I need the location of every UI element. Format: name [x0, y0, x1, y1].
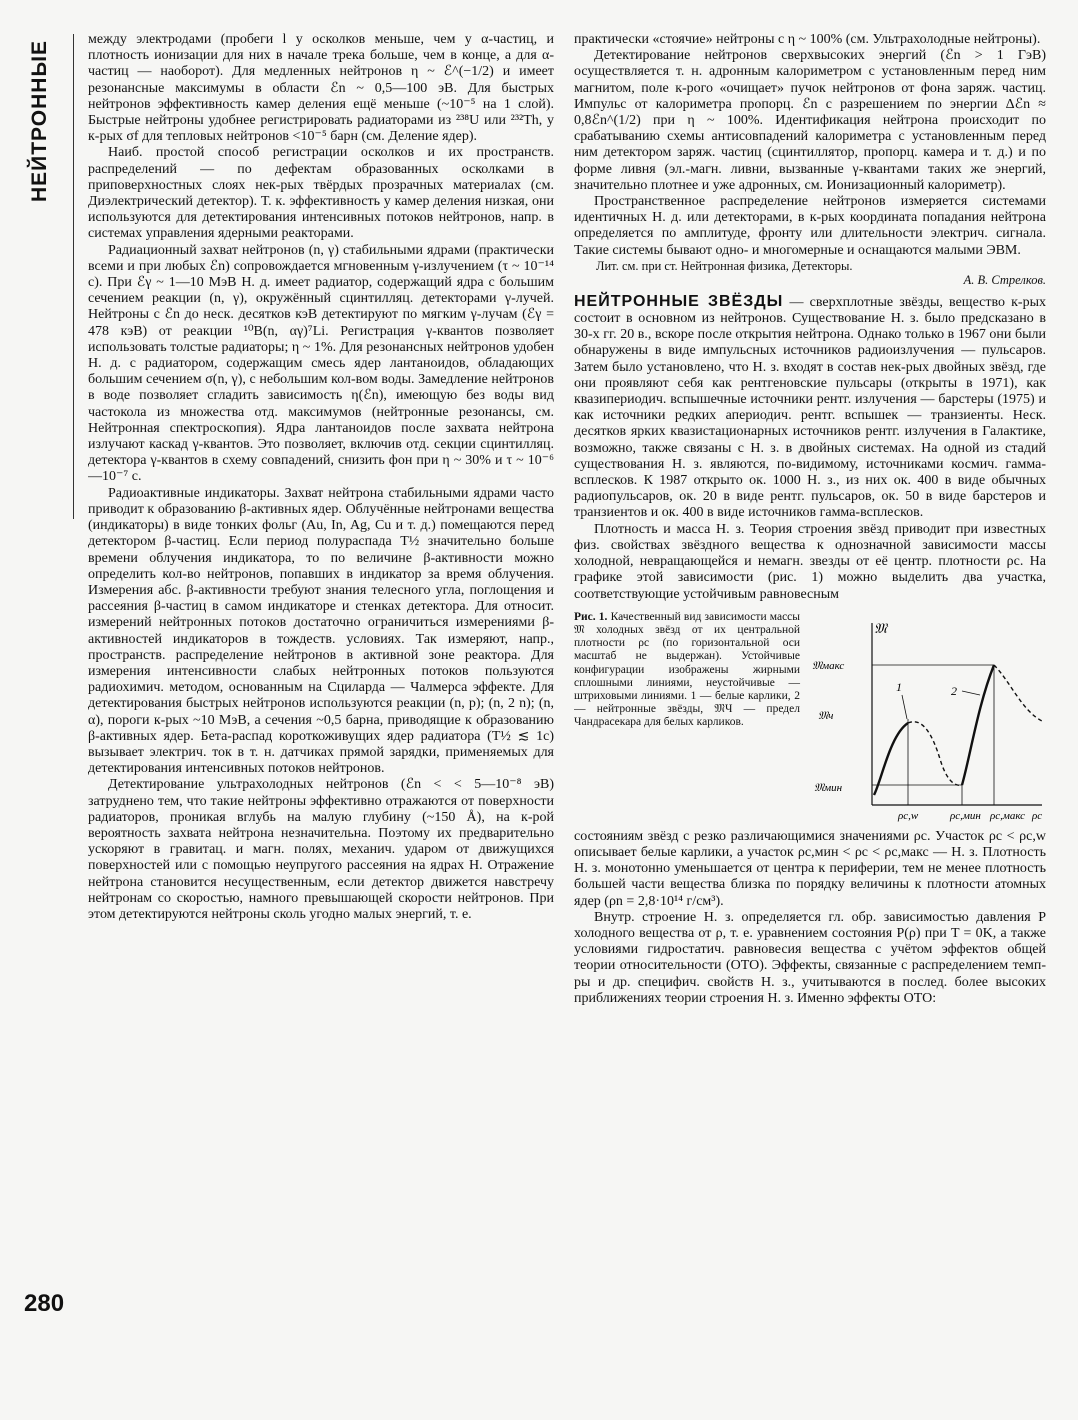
paragraph: Плотность и масса Н. з. Теория строения звёзд приводит при известных физ. свойствах звёздного вещества к однозначной зависимости массы холодной, невращающейся и немагн. звезды от её центр. плотности ρc. На графике этой зависимости (рис. 1) можно выделить два участка, соответствующие устойчивым равновесным [574, 521, 1046, 602]
curve-unstable-1 [908, 721, 962, 785]
y-tick-min: 𝔐мин [814, 781, 843, 794]
curve-label-2: 2 [951, 683, 957, 698]
margin-rule [73, 34, 74, 519]
y-axis-label: 𝔐 [874, 621, 887, 637]
label-leader-2 [962, 691, 980, 695]
x-axis-label: ρc [1032, 809, 1043, 822]
paragraph: Пространственное распределение нейтронов измеряется системами идентичных Н. д. или детекторами, в к-рых координата попадания нейтрона определяется по амплитуде, фронту или длительности электрич. сигнала. Такие системы бывают одно- и многомерные и оснащаются малыми ЭВМ. [574, 194, 1046, 258]
running-head-text: НЕЙТРОННЫЕ [28, 39, 51, 203]
paragraph: Внутр. строение Н. з. определяется гл. обр. зависимостью давления P холодного вещества от ρ, т. е. уравнением состояния P(ρ) при T = 0K, а также условиями гидростатич. равновесия вещества с учётом эффектов общей теории относительности (ОТО). Эффекты, связанные с распределением темп-ры и др. специфич. свойств Н. з., учитываются в послед. более высоких приближениях теории строения Н. з. Именно эффекты ОТО: [574, 909, 1046, 1006]
curve-white-dwarfs [874, 723, 908, 795]
curve-unstable-2 [994, 665, 1042, 721]
left-column [88, 32, 554, 1406]
entry-title: НЕЙТРОННЫЕ ЗВЁЗДЫ [574, 292, 784, 310]
paragraph: практически «стоячие» нейтроны с η ~ 100% (см. Ультрахолодные нейтроны). [574, 32, 1041, 47]
x-tick-rho-cmin: ρc,мин [950, 809, 981, 822]
x-tick-rho-cmax: ρc,макс [990, 809, 1026, 822]
paragraph: состояниям звёзд с резко различающимися значениями ρc. Участок ρc < ρc,w описывает белые карлики, а участок ρc,мин < ρc < ρc,макс — Н. з. Плотность Н. з. монотонно уменьшается от центра к периферии, тем не менее плотность большей части вещества близка по порядку величины к плотности атомных ядер (ρn = 2,8·10¹⁴ г/см³). [574, 828, 1046, 909]
running-head [18, 36, 62, 206]
mass-density-diagram [810, 609, 1046, 823]
figure-caption-text: Качественный вид зависимости массы 𝔐 холодных звёзд от их центральной плотности ρc (по горизонтальной оси масштаб не выдержан). Устойчивые конфигурации изображены жирными сплошными линиями, неустойчивые — штриховыми линиями. 1 — белые карлики, 2 — нейтронные звёзды, 𝔐Ч — предел Чандрасекара для белых карликов. [574, 610, 800, 729]
figure-caption [574, 611, 800, 730]
paragraph: Радиоактивные индикаторы. Захват нейтрона стабильными ядрами часто приводит к образованию β-активных ядер. Облучённые нейтронами вещества (индикаторы) в виде тонких фольг (Au, In, Ag, Cu и т. д.) помещаются перед детектором β-частиц. Если период полураспада T½ значительно больше времени облучения индикатора, то по величине β-активности можно определить кол-во нейтронов, попавших в индикатор за время облучения. Измерения абс. β-активности требуют знания телесного угла, поглощения и рассеяния β-частиц в самом индикаторе и стенках детектора. Для относит. измерений нейтронных потоков достаточно ограничиться измерениями β-активностей индикаторов в тождеств. условиях. Так измеряют, напр., пространств. распределение нейтронов в активной зоне реактора. Для измерения интенсивности слабых нейтронных потоков пользуются радиохимич. методом, основанным на Сциларда — Чалмерса эффекте. Для детектирования быстрых нейтронов используются реакции (n, p); (n, 2 n); (n, α), пороги к-рых ~10 МэВ, а сечения ~0,5 барна, приводящие к образованию β-активных ядер. Бета-распад короткоживущих ядер радиатора (T½ ≲ 1с) вызывает электрич. ток в т. н. датчиках прямой зарядки, применяемых для детектирования интенсивных потоков нейтронов. [88, 485, 554, 777]
figure-caption-label: Рис. 1. [574, 610, 608, 623]
paragraph: Детектирование нейтронов сверхвысоких энергий (ℰn > 1 ГэВ) осуществляется т. н. адронным калориметром с установленным перед ним магнитом, поле к-рого «очищает» пучок нейтронов от фона заряж. частиц. Импульс от калориметра пропорц. ℰn с разрешением по энергии Δℰn ≈ 0,8ℰn^(1/2) при η ~ 100%. Идентификация нейтрона происходит по срабатыванию схемы антисовпадений калориметра с установленным перед ним детектором заряж. частиц (сцинтиллятор, пропорц. камера и т. д.) и по форме ливня (эл.-магн. ливни, вызванные γ-квантами таких же энергий, значительно плотнее и уже адронных, см. Ионизационный калориметр). [574, 48, 1046, 193]
y-tick-max: 𝔐макс [812, 659, 845, 672]
article-author: А. В. Стрелков. [963, 273, 1046, 288]
paragraph: Детектирование ультрахолодных нейтронов (ℰn < < 5—10⁻⁸ эВ) затруднено тем, что такие нейтроны эффективно отражаются от поверхности радиаторов, проникая вглубь на малую глубину (~150 Å), на к-рой вероятность захвата нейтрона незначительна. Поэтому их предварительно ускоряют в гравитац. и магн. полях, механич. ударом от движущихся поверхностей или с помощью неупругого рассеяния на ядрах Н. Отражение нейтрона становится несущественным, если детектор движется навстречу нейтронам со скоростью, намного превышающей скорости нейтронов. При этом детектируются нейтроны сколь угодно малых энергий, т. е. [88, 777, 554, 922]
paragraph: Радиационный захват нейтронов (n, γ) стабильными ядрами (практически всеми и при любых ℰn) сопровождается мгновенным γ-излучением (τ ~ 10⁻¹⁴ с). При ℰγ ~ 1—10 МэВ Н. д. имеет радиатор, содержащий ядра с большим сечением реакции (n, γ), окружённый сцинтилляц. детекторами γ-лучей. Нейтроны с ℰn до неск. десятков кэВ детектируют по мягким γ-лучам (ℰγ = 478 кэВ) от реакции ¹⁰B(n, αγ)⁷Li. Регистрация γ-квантов позволяет использовать толстые радиаторы; η ~ 1%. Для резонансных нейтронов удобен Н. д. с радиатором, содержащим смесь ядер лантаноидов, обладающих большим сечением σ(n, γ), с небольшим кол-вом воды. Замедление нейтронов в воде позволяет сгладить зависимость η(ℰn), имеющую без воды вид частокола из множества отд. максимумов (нейтронные резонансы, см. Нейтронная спектроскопия). Ядра лантаноидов после захвата нейтрона излучают каскад γ-квантов. Это позволяет, включив отд. секции сцинтилляц. детектора γ-квантов в схему совпадений, снизить фон при η ~ 30% и τ ~ 10⁻⁶—10⁻⁷ с. [88, 242, 554, 485]
label-leader-1 [902, 695, 907, 719]
entry-text: — сверхплотные звёзды, вещество к-рых состоит в основном из нейтронов. Существование Н. з. было предсказано в 30-х гг. 20 в., вскоре после открытия нейтрона. Однако только в 1967 они были обнаружены в виде импульсных источников радиоизлучения — пульсаров. Затем было установлено, что Н. з. входят в состав нек-рых двойных звёзд, где они проявляют себя как рентгеновские пульсары (открыты в 1971), как квазипериодич. вспышечные источники рентг. излучения — барстеры (1975) и как источники редких апериодич. рентг. вспышек — транзиенты. Неск. десятков ярких квазистационарных источников рентг. излучения в Галактике, возможно, также связаны с Н. з. в двойных системах. На одной из стадий существования Н. з. являются, по-видимому, источниками космич. гамма-всплесков. К 1987 открыто ок. 1000 Н. з., из них ок. 400 в виде обычных радиопульсаров, ок. 20 в виде рентг. пульсаров, ок. 50 в виде барстеров и транзиентов и ок. 400 в виде источников гамма-всплесков. [574, 294, 1046, 521]
curve-neutron-stars [962, 665, 994, 785]
figure [574, 609, 1046, 823]
right-column [574, 32, 1046, 1406]
paragraph: между электродами (пробеги l у осколков меньше, чем у α-частиц, и плотность ионизации для них в начале трека больше, чем в конце, а для α-частиц — наоборот). Для медленных нейтронов η ~ ℰ^(−1/2) и имеет резонансные максимумы в области ℰn ~ 0,5—100 эВ. Для быстрых нейтронов эффективность камер деления ещё меньше (~10⁻⁵ на 1 слой). Быстрые нейтроны удобнее регистрировать радиаторами из ²³⁸U или ²³²Th, у к-рых σf для тепловых нейтронов <10⁻⁵ барн (см. Деление ядер). [88, 32, 554, 145]
curve-label-1: 1 [896, 679, 902, 694]
literature-reference: Лит. см. при ст. Нейтронная физика, Детекторы. [596, 258, 853, 273]
page-number: 280 [24, 1290, 65, 1317]
y-tick-ch: 𝔐ч [818, 709, 834, 722]
paragraph: Наиб. простой способ регистрации осколков и их пространств. распределений — по дефектам образованных осколками в приповерхностных слоях нек-рых твёрдых прозрачных материалах (см. Диэлектрический детектор). Т. к. эффективность у камер деления низкая, они используются для детектирования интенсивных потоков нейтронов, напр. в системах управления ядерными реакторами. [88, 145, 554, 242]
x-tick-rho-cw: ρc,w [898, 809, 919, 822]
entry-paragraph [574, 294, 1046, 522]
